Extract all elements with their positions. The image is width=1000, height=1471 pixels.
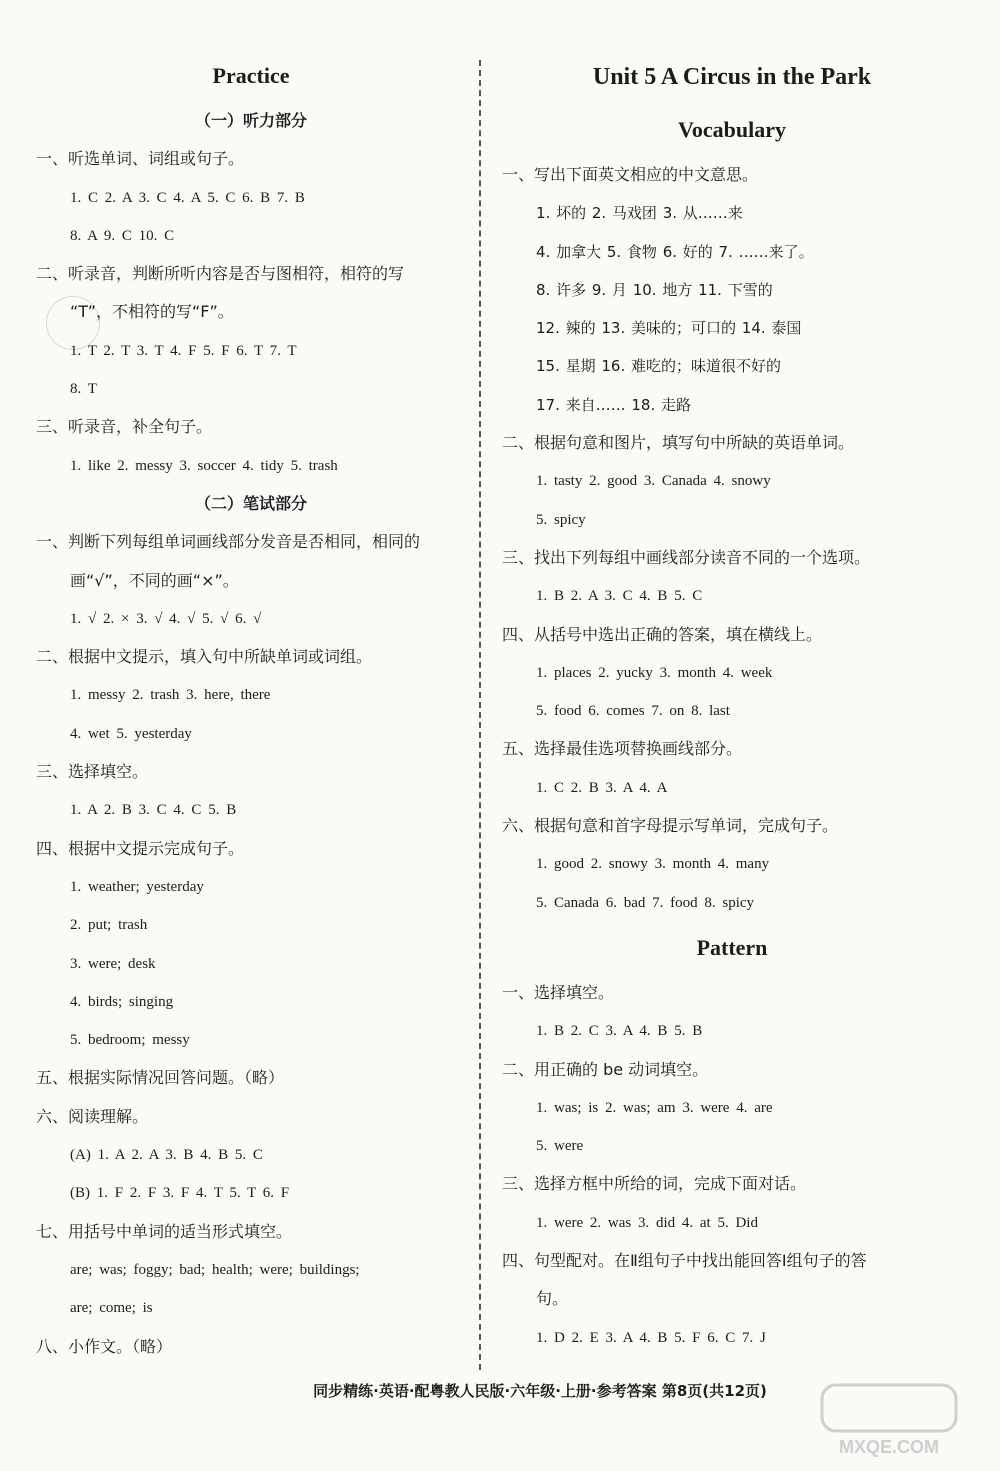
page-footer: 同步精练·英语·配粤教人民版·六年级·上册·参考答案 第8页(共12页) [313,1382,767,1400]
question: 一、判断下列每组单词画线部分发音是否相同，相同的 [36,532,421,552]
answer: 8. T [70,381,97,398]
question: 五、根据实际情况回答问题。（略） [36,1068,285,1088]
answer: 1. B 2. A 3. C 4. B 5. C [536,588,703,605]
answer: 1. √ 2. × 3. √ 4. √ 5. √ 6. √ [70,610,262,627]
pattern-heading: Pattern [696,934,768,960]
answer: 5. were [536,1138,584,1155]
column-divider [479,60,481,1370]
question: 三、听录音，补全句子。 [36,417,213,437]
answer: 4. birds; singing [70,993,174,1010]
question: 二、用正确的 be 动词填空。 [502,1059,709,1079]
vocabulary-heading: Vocabulary [678,117,786,142]
answer: are; was; foggy; bad; health; were; buildings; [70,1261,360,1278]
answer: are; come; is [70,1300,153,1317]
unit-title: Unit 5 A Circus in the Park [592,64,872,90]
question: 二、根据中文提示，填入句中所缺单词或词组。 [36,647,373,667]
question: 三、找出下列每组中画线部分读音不同的一个选项。 [502,547,871,567]
answer: 5. Canada 6. bad 7. food 8. spicy [536,894,755,911]
question: 六、根据句意和首字母提示写单词，完成句子。 [502,816,839,836]
answer: 1. places 2. yucky 3. month 4. week [536,664,773,681]
question: 一、选择填空。 [502,982,615,1002]
answer: (B) 1. F 2. F 3. F 4. T 5. T 6. F [70,1185,290,1202]
question: 二、听录音，判断所听内容是否与图相符，相符的写 [36,264,405,284]
answer: 1. was; is 2. was; am 3. were 4. are [536,1099,773,1116]
answer: 1. messy 2. trash 3. here, there [70,687,271,704]
practice-title: Practice [212,63,290,88]
answer: 1. like 2. messy 3. soccer 4. tidy 5. trash [70,457,338,474]
answer: 1. A 2. B 3. C 4. C 5. B [70,802,237,819]
question: 四、根据中文提示完成句子。 [36,838,245,858]
listening-heading: （一）听力部分 [194,111,307,130]
answer: 5. spicy [536,511,586,528]
question: 四、句型配对。在Ⅱ组句子中找出能回答Ⅰ组句子的答 [502,1251,867,1271]
answer: 1. good 2. snowy 3. month 4. many [536,856,770,873]
question: 八、小作文。（略） [36,1336,173,1356]
answer: 1. T 2. T 3. T 4. F 5. F 6. T 7. T [70,342,297,359]
answer: 5. bedroom; messy [70,1032,190,1049]
answer: 8. 许多 9. 月 10. 地方 11. 下雪的 [536,280,773,299]
question: 二、根据句意和图片，填写句中所缺的英语单词。 [502,433,855,453]
question: 三、选择方框中所给的词，完成下面对话。 [502,1174,807,1194]
answer: 1. C 2. A 3. C 4. A 5. C 6. B 7. B [70,189,305,206]
answer: 12. 辣的 13. 美味的；可口的 14. 泰国 [536,319,802,338]
answer: 4. 加拿大 5. 食物 6. 好的 7. ……来了。 [536,242,814,261]
answer: 1. B 2. C 3. A 4. B 5. B [536,1023,703,1040]
question: 三、选择填空。 [36,762,149,782]
answer: 15. 星期 16. 难吃的；味道很不好的 [536,357,782,376]
question: 六、阅读理解。 [36,1106,149,1126]
answer: 1. tasty 2. good 3. Canada 4. snowy [536,473,771,490]
answer: 8. A 9. C 10. C [70,227,175,244]
question-cont: 句。 [536,1289,569,1309]
question: 七、用括号中单词的适当形式填空。 [36,1221,293,1241]
answer: (A) 1. A 2. A 3. B 4. B 5. C [70,1147,263,1164]
question: 四、从括号中选出正确的答案，填在横线上。 [502,624,823,644]
written-heading: （二）笔试部分 [194,493,307,513]
answer: 4. wet 5. yesterday [70,725,192,742]
answer: 1. 坏的 2. 马戏团 3. 从……来 [536,204,743,223]
answer: 17. 来自…… 18. 走路 [536,395,692,414]
answer: 2. put; trash [70,917,148,934]
watermark-logo [814,1381,964,1461]
answer: 3. were; desk [70,955,156,972]
question-cont: 画“√”，不同的画“×”。 [70,570,239,590]
answer: 1. C 2. B 3. A 4. A [536,779,668,796]
answer: 5. food 6. comes 7. on 8. last [536,703,730,720]
question: 五、选择最佳选项替换画线部分。 [502,739,743,759]
right-column [502,50,962,1357]
left-column [36,50,466,1366]
question: 一、听选单词、词组或句子。 [36,149,245,169]
answer: 1. were 2. was 3. did 4. at 5. Did [536,1214,758,1231]
answer: 1. weather; yesterday [70,878,204,895]
answer: 1. D 2. E 3. A 4. B 5. F 6. C 7. J [536,1329,766,1346]
watermark-text: MXQE.COM [838,1437,940,1457]
question-cont: “T”，不相符的写“F”。 [70,302,234,322]
question: 一、写出下面英文相应的中文意思。 [502,165,759,184]
